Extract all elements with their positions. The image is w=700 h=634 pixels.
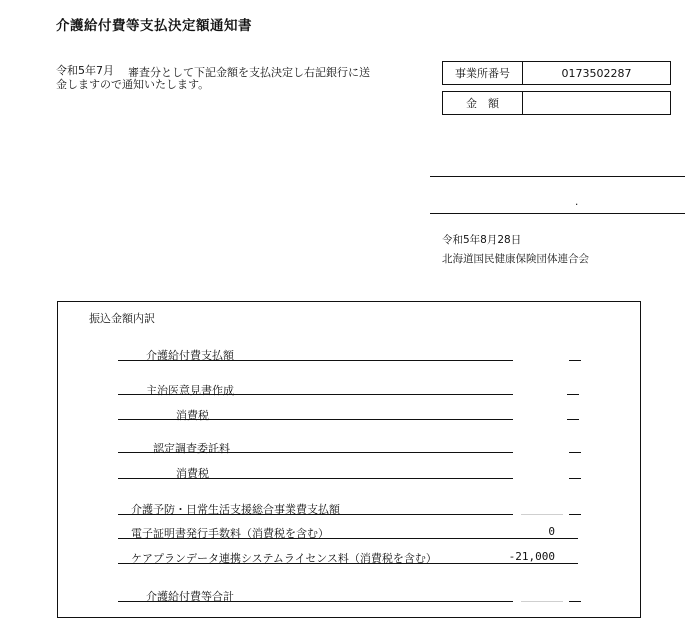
value-dash bbox=[567, 394, 579, 395]
office-number-label: 事業所番号 bbox=[443, 62, 523, 85]
list-item-label: 認定調査委託料 bbox=[153, 442, 230, 455]
table-spacer bbox=[443, 85, 671, 92]
row-underline bbox=[118, 360, 513, 361]
list-item-label: 介護給付費等合計 bbox=[146, 590, 234, 603]
issuer-organization: 北海道国民健康保険団体連合会 bbox=[442, 253, 589, 265]
amount-value bbox=[523, 92, 671, 115]
value-dash bbox=[569, 478, 581, 479]
value-faint-mark bbox=[521, 601, 563, 602]
amount-label: 金 額 bbox=[443, 92, 523, 115]
row-underline bbox=[118, 478, 513, 479]
list-item-label: 介護給付費支払額 bbox=[146, 349, 234, 362]
row-underline bbox=[118, 538, 578, 539]
row-underline bbox=[118, 601, 513, 602]
list-item-label: 主治医意見書作成 bbox=[146, 384, 234, 397]
bank-info-line-2 bbox=[430, 213, 685, 214]
intro-text-line1: 審査分として下記金額を支払決定し右記銀行に送 bbox=[128, 66, 370, 79]
fee-value: 0 bbox=[548, 525, 555, 538]
breakdown-heading: 振込金額内訳 bbox=[89, 312, 155, 325]
value-dash bbox=[567, 419, 579, 420]
office-info-table bbox=[442, 61, 671, 115]
value-dash bbox=[569, 601, 581, 602]
bank-info-mark: . bbox=[575, 196, 579, 208]
breakdown-box bbox=[57, 301, 641, 618]
license-fee-value: -21,000 bbox=[508, 550, 555, 563]
list-item-label: 電子証明書発行手数料（消費税を含む） bbox=[131, 527, 329, 540]
list-item-label: 消費税 bbox=[176, 467, 209, 480]
office-number-row bbox=[443, 62, 671, 85]
intro-period: 令和5年7月 bbox=[56, 64, 114, 77]
list-item-label: 介護予防・日常生活支援総合事業費支払額 bbox=[131, 503, 340, 516]
amount-row bbox=[443, 92, 671, 115]
value-faint-mark bbox=[521, 514, 563, 515]
row-underline bbox=[118, 419, 513, 420]
issue-date: 令和5年8月28日 bbox=[442, 234, 522, 246]
document-title: 介護給付費等支払決定額通知書 bbox=[56, 18, 252, 34]
office-number-value: 0173502287 bbox=[523, 62, 671, 85]
row-underline bbox=[118, 563, 578, 564]
value-dash bbox=[569, 360, 581, 361]
value-dash bbox=[569, 514, 581, 515]
intro-text-line2: 金しますので通知いたします。 bbox=[56, 78, 210, 91]
row-underline bbox=[118, 452, 513, 453]
list-item-label: 消費税 bbox=[176, 409, 209, 422]
list-item-label: ケアプランデータ連携システムライセンス料（消費税を含む） bbox=[131, 552, 437, 565]
row-underline bbox=[118, 394, 513, 395]
row-underline bbox=[118, 514, 513, 515]
bank-info-line-1 bbox=[430, 176, 685, 177]
value-dash bbox=[569, 452, 581, 453]
